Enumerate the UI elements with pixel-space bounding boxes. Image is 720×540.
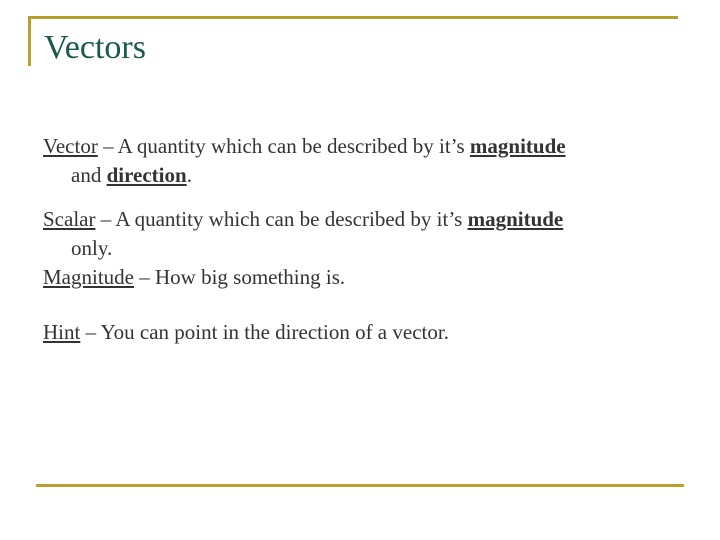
hint-term: Hint (43, 320, 81, 344)
scalar-definition (43, 205, 683, 263)
vector-definition (43, 132, 683, 190)
vector-continuation (43, 161, 683, 190)
vector-period: . (186, 163, 192, 187)
scalar-term: Scalar (43, 207, 96, 231)
top-border-line (28, 16, 678, 19)
magnitude-term: Magnitude (43, 265, 134, 289)
left-border-line (28, 16, 31, 66)
scalar-magnitude-keyword: magnitude (467, 207, 564, 231)
slide-body (43, 132, 683, 347)
magnitude-text: – How big something is. (133, 265, 346, 289)
vector-direction-keyword: direction (106, 163, 187, 187)
vector-text-2: and (71, 163, 107, 187)
magnitude-definition (43, 263, 683, 292)
bottom-border-line (36, 484, 684, 487)
scalar-continuation: only. (71, 236, 113, 260)
scalar-text: – A quantity which can be described by it’s (95, 207, 468, 231)
hint-line (43, 318, 683, 347)
hint-text: – You can point in the direction of a vector. (80, 320, 449, 344)
vector-text: – A quantity which can be described by it’s (97, 134, 470, 158)
slide-title: Vectors (44, 29, 146, 66)
vector-term: Vector (43, 134, 98, 158)
vector-magnitude-keyword: magnitude (469, 134, 566, 158)
